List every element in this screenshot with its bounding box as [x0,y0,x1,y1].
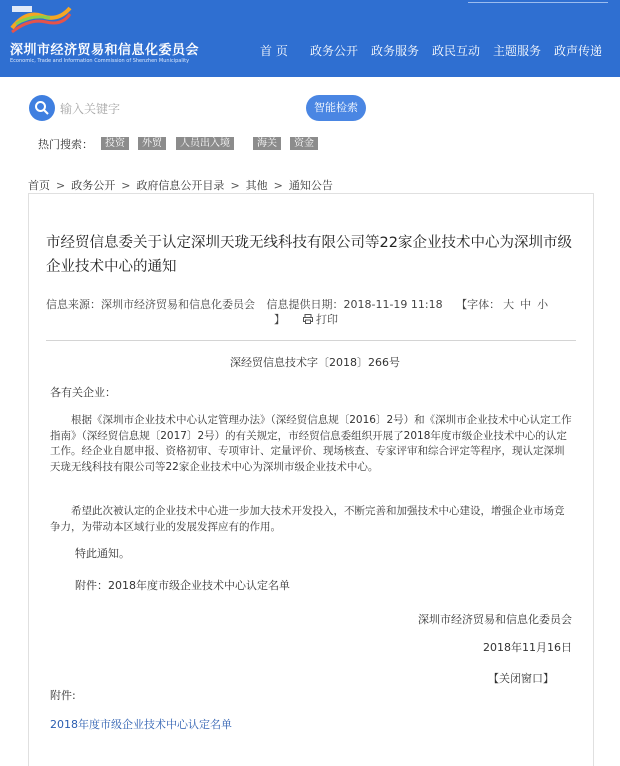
breadcrumb-home[interactable]: 首页 [28,179,50,192]
breadcrumb-gov-affairs[interactable]: 政务公开 [71,179,116,192]
breadcrumb-other[interactable]: 其他 [245,179,268,192]
font-large-button[interactable]: 大 [503,298,515,311]
meta-divider [46,340,576,341]
chevron-right-icon: > [56,179,66,192]
smart-search-button[interactable]: 智能检索 [306,95,366,121]
site-logo[interactable] [6,2,76,36]
salutation: 各有关企业： [50,386,116,399]
site-header [0,0,620,77]
attachment-note: 附件：2018年度市级企业技术中心认定名单 [75,579,290,592]
body-paragraph-2: 希望此次被认定的企业技术中心进一步加大技术开发投入，不断完善和加强技术中心建设，增强企业市场竞争力，为带动本区域行业的发展发挥应有的作用。 [50,505,565,533]
search-input[interactable] [60,99,300,119]
font-small-button[interactable]: 小 [537,298,549,311]
signature: 深圳市经济贸易和信息化委员会 [418,613,572,626]
chevron-right-icon: > [230,179,240,192]
article-title: 市经贸信息委关于认定深圳天珑无线科技有限公司等22家企业技术中心为深圳市级企业技术中心的通知 [46,235,572,275]
chevron-right-icon: > [273,179,283,192]
font-medium-button[interactable]: 中 [520,298,532,311]
chevron-right-icon: > [121,179,131,192]
source-label: 信息来源： [46,298,101,311]
hot-tag-funds[interactable]: 资金 [290,137,318,150]
breadcrumb [28,177,333,193]
hot-tag-foreign-trade[interactable]: 外贸 [138,137,166,150]
nav-gov-voice[interactable]: 政声传递 [554,44,603,58]
site-title: 深圳市经济贸易和信息化委员会 [10,43,200,58]
search-icon [34,100,50,116]
breadcrumb-notices[interactable]: 通知公告 [288,179,333,192]
nav-gov-services[interactable]: 政务服务 [371,44,420,58]
body-paragraph-1: 根据《深圳市企业技术中心认定管理办法》（深经贸信息规〔2016〕2号）和《深圳市企业技术中心认定工作指南》（深经贸信息规〔2017〕2号）的有关规定，市经贸信息委组织开展了2018年度市级企业技术中心的认定工作。经企业自愿申报、资格初审、专项审计、定量评价、现场核查、专家评审和综合评定等程序，现认定深圳天珑无线科技有限公司等22家企业技术中心为深圳市级企业技术中心。 [50,414,572,473]
nav-themed-services[interactable]: 主题服务 [493,44,542,58]
top-links-strip [468,0,608,3]
notice-line: 特此通知。 [75,547,130,560]
hot-tag-immigration[interactable]: 人员出入境 [176,137,234,150]
close-window-button[interactable]: 【关闭窗口】 [488,672,554,685]
font-close-bracket: 】 [274,313,285,326]
sign-date: 2018年11月16日 [483,641,572,654]
logo-emblem-icon [6,2,76,36]
source-value: 深圳市经济贸易和信息化委员会 [101,298,255,311]
attachments-label: 附件: [50,689,76,702]
attachment-link[interactable]: 2018年度市级企业技术中心认定名单 [50,718,232,731]
print-button[interactable] [303,313,339,326]
nav-gov-affairs-open[interactable]: 政务公开 [310,44,359,58]
document-number: 深经贸信息技术字〔2018〕266号 [230,356,400,369]
font-size-control [456,298,551,311]
date-label: 信息提供日期： [266,298,344,311]
hot-tag-investment[interactable]: 投资 [101,137,129,150]
nav-home[interactable]: 首 页 [260,44,288,58]
print-label: 打印 [316,313,338,326]
date-value: 2018-11-19 11:18 [343,298,443,311]
breadcrumb-catalog[interactable]: 政府信息公开目录 [136,179,225,192]
hot-search-label: 热门搜索： [38,138,93,151]
nav-interaction[interactable]: 政民互动 [432,44,481,58]
search-area [0,77,620,172]
printer-icon [303,314,313,324]
print-control [274,311,338,327]
hot-tag-customs[interactable]: 海关 [253,137,281,150]
search-button[interactable] [29,95,55,121]
site-subtitle: Economic, Trade and Information Commission of Shenzhen Municipality [10,58,190,64]
font-label: 【字体： [456,298,501,311]
